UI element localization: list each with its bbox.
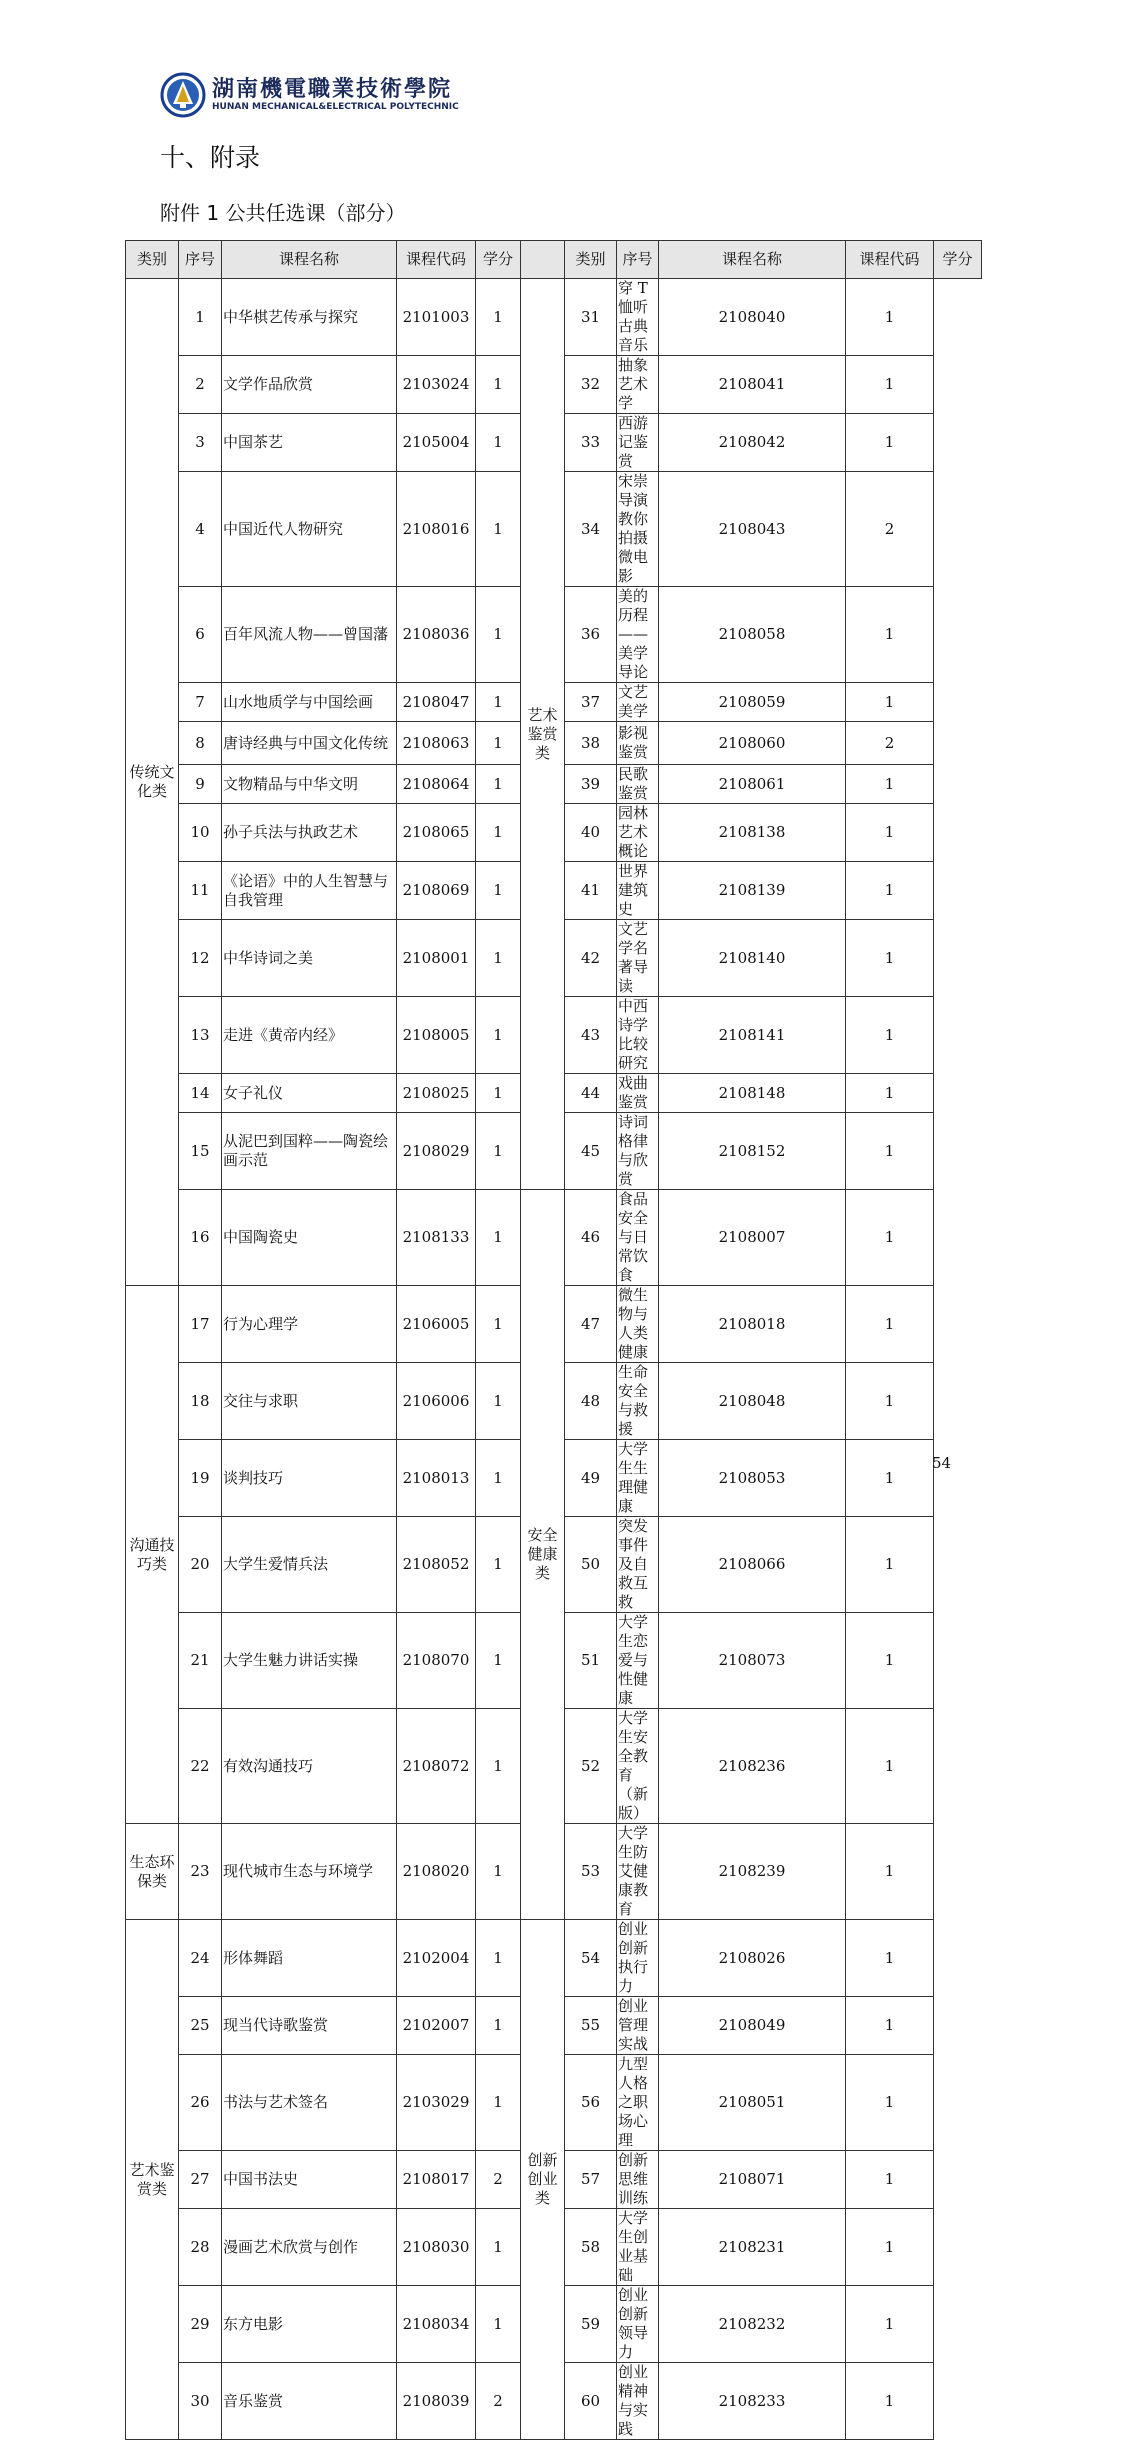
course-name: 食品安全与日常饮食 xyxy=(617,1190,659,1286)
course-name: 文学作品欣赏 xyxy=(222,356,397,414)
course-name: 穿 T 恤听古典音乐 xyxy=(617,279,659,356)
header-course-name: 课程名称 xyxy=(659,241,846,279)
course-name: 抽象艺术学 xyxy=(617,356,659,414)
category-cell: 创新创业类 xyxy=(521,1920,565,2440)
course-code: 2108231 xyxy=(659,2209,846,2286)
course-credit: 2 xyxy=(476,2363,521,2440)
course-number: 19 xyxy=(179,1440,222,1517)
course-credit: 1 xyxy=(476,1363,521,1440)
course-name: 唐诗经典与中国文化传统 xyxy=(222,722,397,765)
course-number: 31 xyxy=(565,279,617,356)
course-number: 46 xyxy=(565,1190,617,1286)
page-number: 54 xyxy=(932,1454,952,1472)
course-number: 26 xyxy=(179,2055,222,2151)
course-name: 文艺学名著导读 xyxy=(617,920,659,997)
course-name: 世界建筑史 xyxy=(617,862,659,920)
course-number: 38 xyxy=(565,722,617,765)
school-emblem-icon xyxy=(160,72,206,118)
course-credit: 2 xyxy=(846,472,934,587)
course-code: 2108025 xyxy=(397,1074,476,1113)
course-code: 2108064 xyxy=(397,765,476,804)
course-code: 2108066 xyxy=(659,1517,846,1613)
course-credit: 1 xyxy=(476,414,521,472)
course-number: 28 xyxy=(179,2209,222,2286)
course-number: 2 xyxy=(179,356,222,414)
course-number: 12 xyxy=(179,920,222,997)
course-credit: 1 xyxy=(476,1074,521,1113)
course-number: 3 xyxy=(179,414,222,472)
table-row xyxy=(126,1190,982,1286)
school-name-cn: 湖南機電職業技術學院 xyxy=(212,77,453,102)
course-credit: 1 xyxy=(476,2209,521,2286)
course-name: 创业创新领导力 xyxy=(617,2286,659,2363)
course-code: 2108020 xyxy=(397,1824,476,1920)
course-credit: 1 xyxy=(476,2286,521,2363)
course-credit: 1 xyxy=(476,1440,521,1517)
table-row xyxy=(126,279,982,356)
course-credit: 1 xyxy=(476,1286,521,1363)
course-number: 21 xyxy=(179,1613,222,1709)
course-number: 13 xyxy=(179,997,222,1074)
course-name: 现代城市生态与环境学 xyxy=(222,1824,397,1920)
course-credit: 1 xyxy=(846,1363,934,1440)
course-name: 西游记鉴赏 xyxy=(617,414,659,472)
course-credit: 1 xyxy=(846,1517,934,1613)
course-code: 2108029 xyxy=(397,1113,476,1190)
course-code: 2108060 xyxy=(659,722,846,765)
course-number: 7 xyxy=(179,683,222,722)
course-name: 从泥巴到国粹——陶瓷绘画示范 xyxy=(222,1113,397,1190)
course-credit: 1 xyxy=(476,279,521,356)
course-credit: 1 xyxy=(476,1920,521,1997)
course-code: 2106005 xyxy=(397,1286,476,1363)
header-number: 序号 xyxy=(179,241,222,279)
course-name: 九型人格之职场心理 xyxy=(617,2055,659,2151)
course-number: 24 xyxy=(179,1920,222,1997)
course-credit: 1 xyxy=(846,1824,934,1920)
course-number: 51 xyxy=(565,1613,617,1709)
course-code: 2108052 xyxy=(397,1517,476,1613)
course-code: 2108072 xyxy=(397,1709,476,1824)
course-number: 25 xyxy=(179,1997,222,2055)
course-code: 2108042 xyxy=(659,414,846,472)
course-credit: 1 xyxy=(476,1997,521,2055)
course-code: 2108071 xyxy=(659,2151,846,2209)
course-number: 54 xyxy=(565,1920,617,1997)
subtitle: 附件 1 公共任选课（部分） xyxy=(160,201,406,225)
course-code: 2108013 xyxy=(397,1440,476,1517)
course-name: 现当代诗歌鉴赏 xyxy=(222,1997,397,2055)
course-code: 2108040 xyxy=(659,279,846,356)
course-number: 34 xyxy=(565,472,617,587)
category-cell: 生态环保类 xyxy=(126,1824,179,1920)
course-code: 2108140 xyxy=(659,920,846,997)
course-number: 10 xyxy=(179,804,222,862)
header-course-code: 课程代码 xyxy=(846,241,934,279)
course-credit: 1 xyxy=(476,862,521,920)
course-code: 2108236 xyxy=(659,1709,846,1824)
course-number: 33 xyxy=(565,414,617,472)
header-category: 类别 xyxy=(126,241,179,279)
course-number: 49 xyxy=(565,1440,617,1517)
course-name: 创业管理实战 xyxy=(617,1997,659,2055)
section-title: 十、附录 xyxy=(160,143,261,172)
course-credit: 1 xyxy=(476,1709,521,1824)
course-credit: 1 xyxy=(846,1613,934,1709)
course-name: 微生物与人类健康 xyxy=(617,1286,659,1363)
category-cell: 艺术鉴赏类 xyxy=(521,279,565,1190)
course-code: 2108034 xyxy=(397,2286,476,2363)
header-credit: 学分 xyxy=(476,241,521,279)
course-credit: 1 xyxy=(846,920,934,997)
course-name: 交往与求职 xyxy=(222,1363,397,1440)
course-code: 2108043 xyxy=(659,472,846,587)
header-course-name: 课程名称 xyxy=(222,241,397,279)
course-name: 诗词格律与欣赏 xyxy=(617,1113,659,1190)
course-code: 2108026 xyxy=(659,1920,846,1997)
course-name: 中华诗词之美 xyxy=(222,920,397,997)
course-name: 戏曲鉴赏 xyxy=(617,1074,659,1113)
course-code: 2108053 xyxy=(659,1440,846,1517)
course-name: 形体舞蹈 xyxy=(222,1920,397,1997)
course-number: 14 xyxy=(179,1074,222,1113)
course-name: 大学生安全教育（新版） xyxy=(617,1709,659,1824)
course-name: 大学生爱情兵法 xyxy=(222,1517,397,1613)
course-number: 15 xyxy=(179,1113,222,1190)
course-name: 文物精品与中华文明 xyxy=(222,765,397,804)
course-name: 百年风流人物——曾国藩 xyxy=(222,587,397,683)
course-credit: 1 xyxy=(476,1517,521,1613)
course-code: 2108016 xyxy=(397,472,476,587)
course-number: 1 xyxy=(179,279,222,356)
course-number: 36 xyxy=(565,587,617,683)
course-code: 2108047 xyxy=(397,683,476,722)
course-number: 41 xyxy=(565,862,617,920)
course-credit: 1 xyxy=(476,804,521,862)
school-name-en: HUNAN MECHANICAL&ELECTRICAL POLYTECHNIC xyxy=(212,102,459,112)
course-code: 2103024 xyxy=(397,356,476,414)
course-code: 2108059 xyxy=(659,683,846,722)
course-code: 2108073 xyxy=(659,1613,846,1709)
course-name: 中国陶瓷史 xyxy=(222,1190,397,1286)
course-code: 2108039 xyxy=(397,2363,476,2440)
course-code: 2108001 xyxy=(397,920,476,997)
course-number: 39 xyxy=(565,765,617,804)
course-name: 大学生魅力讲话实操 xyxy=(222,1613,397,1709)
course-number: 8 xyxy=(179,722,222,765)
course-name: 谈判技巧 xyxy=(222,1440,397,1517)
course-name: 中国书法史 xyxy=(222,2151,397,2209)
course-code: 2108049 xyxy=(659,1997,846,2055)
course-credit: 1 xyxy=(476,356,521,414)
course-number: 30 xyxy=(179,2363,222,2440)
course-number: 42 xyxy=(565,920,617,997)
course-name: 大学生生理健康 xyxy=(617,1440,659,1517)
course-number: 53 xyxy=(565,1824,617,1920)
course-code: 2108148 xyxy=(659,1074,846,1113)
course-name: 创业精神与实践 xyxy=(617,2363,659,2440)
category-cell: 沟通技巧类 xyxy=(126,1286,179,1824)
course-code: 2108005 xyxy=(397,997,476,1074)
course-number: 29 xyxy=(179,2286,222,2363)
header-category: 类别 xyxy=(565,241,617,279)
course-credit: 1 xyxy=(476,1190,521,1286)
course-code: 2102007 xyxy=(397,1997,476,2055)
course-credit: 1 xyxy=(476,1824,521,1920)
course-credit: 1 xyxy=(846,587,934,683)
course-code: 2106006 xyxy=(397,1363,476,1440)
course-number: 57 xyxy=(565,2151,617,2209)
category-cell: 安全健康类 xyxy=(521,1190,565,1920)
course-number: 59 xyxy=(565,2286,617,2363)
course-number: 44 xyxy=(565,1074,617,1113)
course-credit: 1 xyxy=(846,279,934,356)
course-credit: 1 xyxy=(846,2151,934,2209)
course-credit: 1 xyxy=(846,1074,934,1113)
course-number: 56 xyxy=(565,2055,617,2151)
course-credit: 1 xyxy=(846,356,934,414)
course-code: 2108063 xyxy=(397,722,476,765)
gap-header xyxy=(521,241,565,279)
course-code: 2108048 xyxy=(659,1363,846,1440)
course-code: 2108133 xyxy=(397,1190,476,1286)
course-credit: 1 xyxy=(846,2055,934,2151)
course-number: 23 xyxy=(179,1824,222,1920)
course-number: 37 xyxy=(565,683,617,722)
course-name: 大学生恋爱与性健康 xyxy=(617,1613,659,1709)
course-name: 音乐鉴赏 xyxy=(222,2363,397,2440)
course-name: 创新思维训练 xyxy=(617,2151,659,2209)
course-code: 2108141 xyxy=(659,997,846,1074)
course-code: 2101003 xyxy=(397,279,476,356)
course-credit: 1 xyxy=(846,1997,934,2055)
course-code: 2108065 xyxy=(397,804,476,862)
course-credit: 1 xyxy=(476,1613,521,1709)
course-name: 园林艺术概论 xyxy=(617,804,659,862)
category-cell: 艺术鉴赏类 xyxy=(126,1920,179,2440)
course-code: 2108018 xyxy=(659,1286,846,1363)
course-credit: 2 xyxy=(846,722,934,765)
course-credit: 1 xyxy=(846,1190,934,1286)
course-code: 2108017 xyxy=(397,2151,476,2209)
course-name: 走进《黄帝内经》 xyxy=(222,997,397,1074)
course-name: 大学生防艾健康教育 xyxy=(617,1824,659,1920)
course-code: 2108061 xyxy=(659,765,846,804)
course-code: 2108036 xyxy=(397,587,476,683)
course-code: 2108138 xyxy=(659,804,846,862)
course-credit: 1 xyxy=(846,1709,934,1824)
course-number: 9 xyxy=(179,765,222,804)
course-credit: 1 xyxy=(846,1440,934,1517)
course-name: 有效沟通技巧 xyxy=(222,1709,397,1824)
course-credit: 1 xyxy=(476,683,521,722)
course-number: 16 xyxy=(179,1190,222,1286)
header-credit: 学分 xyxy=(934,241,982,279)
course-name: 行为心理学 xyxy=(222,1286,397,1363)
course-credit: 1 xyxy=(476,472,521,587)
course-credit: 1 xyxy=(476,997,521,1074)
course-name: 中华棋艺传承与探究 xyxy=(222,279,397,356)
course-name: 影视鉴赏 xyxy=(617,722,659,765)
table-header-row xyxy=(126,241,982,279)
course-number: 52 xyxy=(565,1709,617,1824)
course-code: 2108058 xyxy=(659,587,846,683)
course-code: 2108233 xyxy=(659,2363,846,2440)
category-cell: 传统文化类 xyxy=(126,279,179,1286)
course-number: 27 xyxy=(179,2151,222,2209)
course-number: 60 xyxy=(565,2363,617,2440)
course-code: 2102004 xyxy=(397,1920,476,1997)
course-name: 文艺美学 xyxy=(617,683,659,722)
course-name: 生命安全与救援 xyxy=(617,1363,659,1440)
course-table xyxy=(125,240,982,2440)
table-row xyxy=(126,1920,982,1997)
course-code: 2108152 xyxy=(659,1113,846,1190)
header-course-code: 课程代码 xyxy=(397,241,476,279)
course-number: 32 xyxy=(565,356,617,414)
course-code: 2108139 xyxy=(659,862,846,920)
course-code: 2108041 xyxy=(659,356,846,414)
course-name: 中西诗学比较研究 xyxy=(617,997,659,1074)
course-credit: 1 xyxy=(476,1113,521,1190)
course-credit: 1 xyxy=(846,1286,934,1363)
course-name: 书法与艺术签名 xyxy=(222,2055,397,2151)
course-name: 中国茶艺 xyxy=(222,414,397,472)
course-number: 55 xyxy=(565,1997,617,2055)
course-number: 20 xyxy=(179,1517,222,1613)
course-name: 孙子兵法与执政艺术 xyxy=(222,804,397,862)
course-code: 2105004 xyxy=(397,414,476,472)
course-number: 47 xyxy=(565,1286,617,1363)
course-credit: 1 xyxy=(846,2363,934,2440)
course-credit: 1 xyxy=(846,2209,934,2286)
course-code: 2108007 xyxy=(659,1190,846,1286)
course-credit: 1 xyxy=(476,587,521,683)
course-credit: 1 xyxy=(846,997,934,1074)
course-credit: 1 xyxy=(476,2055,521,2151)
course-name: 美的历程——美学导论 xyxy=(617,587,659,683)
course-credit: 1 xyxy=(476,920,521,997)
course-credit: 1 xyxy=(476,765,521,804)
course-number: 40 xyxy=(565,804,617,862)
course-credit: 1 xyxy=(846,414,934,472)
course-code: 2108051 xyxy=(659,2055,846,2151)
course-name: 中国近代人物研究 xyxy=(222,472,397,587)
course-number: 17 xyxy=(179,1286,222,1363)
course-name: 东方电影 xyxy=(222,2286,397,2363)
course-number: 50 xyxy=(565,1517,617,1613)
course-credit: 1 xyxy=(846,862,934,920)
school-logo xyxy=(160,70,459,120)
course-code: 2108070 xyxy=(397,1613,476,1709)
course-name: 《论语》中的人生智慧与自我管理 xyxy=(222,862,397,920)
course-name: 女子礼仪 xyxy=(222,1074,397,1113)
course-code: 2108239 xyxy=(659,1824,846,1920)
course-name: 山水地质学与中国绘画 xyxy=(222,683,397,722)
course-credit: 1 xyxy=(846,1113,934,1190)
course-credit: 1 xyxy=(476,722,521,765)
course-name: 创业创新执行力 xyxy=(617,1920,659,1997)
course-number: 43 xyxy=(565,997,617,1074)
course-number: 6 xyxy=(179,587,222,683)
course-number: 4 xyxy=(179,472,222,587)
course-credit: 1 xyxy=(846,683,934,722)
course-credit: 1 xyxy=(846,1920,934,1997)
course-code: 2108232 xyxy=(659,2286,846,2363)
course-number: 22 xyxy=(179,1709,222,1824)
course-credit: 1 xyxy=(846,804,934,862)
course-code: 2103029 xyxy=(397,2055,476,2151)
header-number: 序号 xyxy=(617,241,659,279)
course-code: 2108030 xyxy=(397,2209,476,2286)
course-number: 11 xyxy=(179,862,222,920)
course-number: 18 xyxy=(179,1363,222,1440)
course-name: 宋崇导演教你拍摄微电影 xyxy=(617,472,659,587)
course-credit: 2 xyxy=(476,2151,521,2209)
course-number: 48 xyxy=(565,1363,617,1440)
course-name: 漫画艺术欣赏与创作 xyxy=(222,2209,397,2286)
course-number: 58 xyxy=(565,2209,617,2286)
course-code: 2108069 xyxy=(397,862,476,920)
course-credit: 1 xyxy=(846,765,934,804)
course-credit: 1 xyxy=(846,2286,934,2363)
course-name: 突发事件及自救互救 xyxy=(617,1517,659,1613)
course-name: 大学生创业基础 xyxy=(617,2209,659,2286)
course-name: 民歌鉴赏 xyxy=(617,765,659,804)
course-number: 45 xyxy=(565,1113,617,1190)
